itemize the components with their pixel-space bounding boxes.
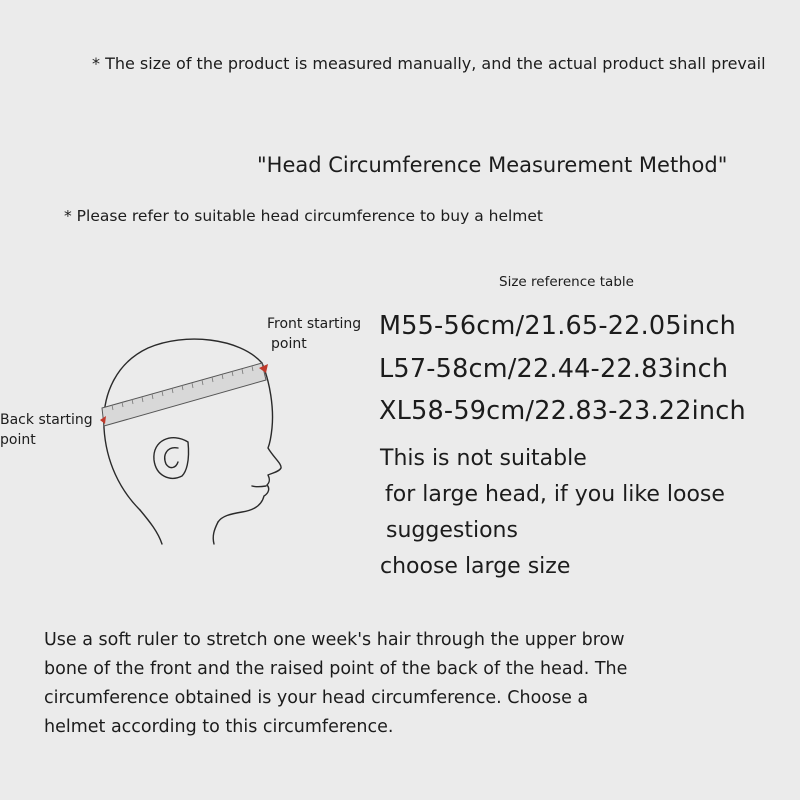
page-title: "Head Circumference Measurement Method" [257,153,728,177]
size-row-l: L57-58cm/22.44-22.83inch [379,354,729,384]
instruction-line: circumference obtained is your head circumference. Choose a [44,688,589,708]
label-line: point [0,432,36,448]
neck-front [213,522,218,544]
instruction-line: helmet according to this circumference. [44,717,394,737]
neck-back [140,510,162,544]
ear [154,438,189,479]
disclaimer-note: * The size of the product is measured manually, and the actual product shall prevail [92,54,766,73]
measurement-instructions [44,626,627,742]
size-row-m: M55-56cm/21.65-22.05inch [379,311,736,341]
back-starting-point-label [0,410,93,450]
fit-note-line: suggestions [386,518,518,543]
fit-note-line: choose large size [380,554,571,579]
label-line: Front starting [267,316,362,332]
refer-note: * Please refer to suitable head circumference to buy a helmet [64,207,543,225]
label-line: point [271,336,307,352]
fit-note-line: for large head, if you like loose [385,482,725,507]
front-starting-point-label [267,314,361,354]
fit-note-line: This is not suitable [380,446,587,471]
head-measurement-illustration [90,330,310,560]
size-row-xl: XL58-59cm/22.83-23.22inch [379,396,746,426]
instruction-line: bone of the front and the raised point of the back of the head. The [44,659,628,679]
mouth-line [252,486,266,487]
ear-inner [165,448,178,468]
size-table-caption: Size reference table [499,274,634,290]
head-outline [104,339,262,510]
measuring-tape [102,363,266,426]
instruction-line: Use a soft ruler to stretch one week's hair through the upper brow [44,630,625,650]
label-line: Back starting [0,412,93,428]
tape-band [102,363,266,426]
